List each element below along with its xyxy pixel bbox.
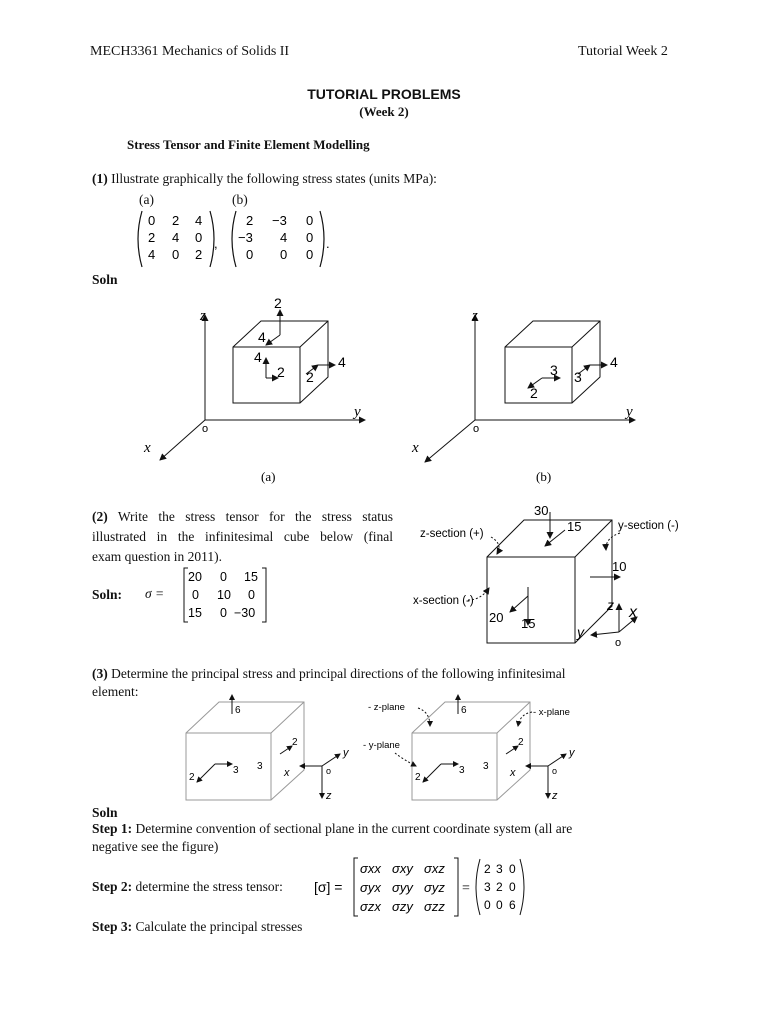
num-r2c0: 0 — [484, 898, 491, 912]
q2-val-10: 10 — [612, 559, 627, 574]
q2-axis-z: z — [607, 597, 614, 613]
ma-r2c2: 2 — [195, 247, 203, 262]
q1-question — [92, 171, 437, 187]
svg-text:,: , — [214, 236, 218, 251]
sym-r0c1: σxy — [392, 861, 413, 876]
topic-title: Stress Tensor and Finite Element Modelling — [127, 137, 370, 152]
q3-left-val-3: 3 — [233, 765, 239, 776]
q2-origin: o — [615, 637, 622, 649]
q3-figure — [180, 690, 600, 805]
axis-x-label: x — [412, 440, 419, 456]
axis-y-label: y — [354, 404, 361, 420]
fig-b-label-2: 3 — [550, 362, 558, 378]
mb-r0c0: 2 — [246, 213, 254, 228]
fig-b-label-3: 3 — [574, 369, 582, 385]
q2-axis-y: y — [577, 624, 584, 640]
q3-text-line2: element: — [92, 684, 139, 699]
q1-text: Illustrate graphically the following stress states (units MPa): — [111, 171, 437, 186]
q3-right-val-2b: 2 — [415, 772, 421, 783]
q2m-r0c0: 20 — [188, 570, 202, 584]
fig-a-label-6: 4 — [338, 354, 346, 370]
sym-r1c1: σyy — [392, 880, 413, 895]
q3-right-axis-z: z — [552, 790, 558, 802]
q3-text-line1: Determine the principal stress and principal directions of the following infinitesimal — [111, 666, 566, 681]
q1-soln-label: Soln — [92, 272, 118, 287]
q2m-r2c1: 0 — [220, 606, 227, 620]
step1-label: Step 1: — [92, 821, 133, 836]
num-r0c2: 0 — [509, 862, 516, 876]
q2-figure — [405, 500, 705, 650]
sym-r2c0: σzx — [360, 899, 381, 914]
q3-right-origin: o — [552, 766, 558, 776]
q3-left-origin: o — [326, 766, 332, 776]
q3-soln-label: Soln — [92, 805, 118, 820]
page-title: TUTORIAL PROBLEMS — [307, 86, 461, 102]
sym-r2c1: σzy — [392, 899, 413, 914]
mb-r0c1: −3 — [272, 213, 287, 228]
q2-val-30: 30 — [534, 503, 549, 518]
q3-left-val-2b: 2 — [189, 772, 195, 783]
step3-text: Calculate the principal stresses — [135, 919, 303, 934]
sym-r1c2: σyz — [424, 880, 445, 895]
q3-x-plane-label: - x-plane — [533, 707, 570, 718]
q3-right-val-6: 6 — [461, 705, 467, 716]
q3-tensor-equation — [312, 856, 534, 918]
num-r1c1: 2 — [496, 880, 503, 894]
q3-right-val-3b: 3 — [483, 761, 489, 772]
fig-a-label-5: 2 — [306, 369, 314, 385]
q2-text-line3: exam question in 2011). — [92, 549, 222, 564]
q3-question-line1 — [92, 666, 566, 682]
q2-number: (2) — [92, 509, 108, 524]
sigma-bracket-label: [σ] = — [314, 879, 343, 895]
axis-y-label: y — [626, 404, 633, 420]
q2m-r2c2: −30 — [234, 606, 256, 620]
fig-a-label-3: 4 — [254, 349, 262, 365]
step2-label: Step 2: — [92, 879, 133, 894]
mb-r2c0: 0 — [246, 247, 254, 262]
num-r1c0: 3 — [484, 880, 491, 894]
q3-left-val-3b: 3 — [257, 761, 263, 772]
week-header: Tutorial Week 2 — [578, 44, 668, 59]
q2-x-section: x-section (-) — [413, 595, 474, 607]
q3-z-plane-label: - z-plane — [368, 702, 405, 713]
q3-step3 — [92, 919, 302, 935]
q2-text-line2: illustrated in the infinitesimal cube below (final — [92, 529, 393, 544]
q2-question — [92, 507, 393, 567]
q3-left-axis-x: x — [284, 767, 290, 779]
q2m-r1c2: 0 — [248, 588, 255, 602]
q3-right-val-3: 3 — [459, 765, 465, 776]
q3-right-axis-x: x — [510, 767, 516, 779]
axis-z-label: z — [472, 308, 478, 324]
q2-axis-x: x — [629, 604, 637, 621]
page-subtitle: (Week 2) — [359, 104, 409, 119]
ma-r2c1: 0 — [172, 247, 180, 262]
q1-number: (1) — [92, 171, 108, 186]
q2m-r1c0: 0 — [192, 588, 199, 602]
q2-soln-label: Soln: — [92, 587, 123, 602]
mb-r1c2: 0 — [306, 230, 314, 245]
q1-label-b: (b) — [232, 192, 248, 207]
step1-line1: Determine convention of sectional plane in the current coordinate system (all are — [135, 821, 573, 836]
ma-r0c1: 2 — [172, 213, 180, 228]
fig-b-caption: (b) — [536, 469, 552, 484]
sym-r0c0: σxx — [360, 861, 381, 876]
q1-matrices — [132, 208, 342, 270]
q1-figure-a — [130, 290, 390, 490]
q1-label-a: (a) — [139, 192, 154, 207]
q3-left-axis-z: z — [326, 790, 332, 802]
sym-r2c2: σzz — [424, 899, 445, 914]
q3-left-val-6: 6 — [235, 705, 241, 716]
ma-r0c2: 4 — [195, 213, 203, 228]
q2-y-section: y-section (-) — [618, 520, 679, 532]
q2m-r0c2: 15 — [244, 570, 258, 584]
ma-r1c0: 2 — [148, 230, 156, 245]
origin-label: o — [202, 423, 209, 435]
q2-text-line1: Write the stress tensor for the stress status — [117, 509, 393, 524]
num-r1c2: 0 — [509, 880, 516, 894]
fig-a-label-4: 2 — [277, 364, 285, 380]
mb-r0c2: 0 — [306, 213, 314, 228]
q3-right-val-2: 2 — [518, 737, 524, 748]
q3-left-val-2: 2 — [292, 737, 298, 748]
q2m-r1c1: 10 — [217, 588, 231, 602]
num-r2c1: 0 — [496, 898, 503, 912]
sym-r1c0: σyx — [360, 880, 381, 895]
ma-r0c0: 0 — [148, 213, 156, 228]
mb-r2c2: 0 — [306, 247, 314, 262]
fig-a-label-1: 2 — [274, 295, 282, 311]
mb-r1c0: −3 — [238, 230, 253, 245]
fig-b-label-4: 2 — [530, 385, 538, 401]
fig-b-label-1: 4 — [610, 354, 618, 370]
fig-a-label-2: 4 — [258, 329, 266, 345]
ma-r2c0: 4 — [148, 247, 156, 262]
ma-r1c2: 0 — [195, 230, 203, 245]
num-r0c0: 2 — [484, 862, 491, 876]
q3-step1 — [92, 821, 572, 837]
q2-val-20: 20 — [489, 610, 504, 625]
q3-step2 — [92, 879, 283, 895]
mb-r1c1: 4 — [280, 230, 288, 245]
q3-left-axis-y: y — [343, 747, 349, 759]
num-r0c1: 3 — [496, 862, 503, 876]
q2-val-15-front: 15 — [521, 616, 536, 631]
q3-number: (3) — [92, 666, 108, 681]
ma-r1c1: 4 — [172, 230, 180, 245]
q3-cube-right — [363, 695, 576, 802]
q3-cube-left — [186, 695, 350, 802]
svg-text:.: . — [326, 236, 330, 251]
q2-sigma: σ = — [145, 586, 165, 601]
step3-label: Step 3: — [92, 919, 133, 934]
sym-r0c2: σxz — [424, 861, 445, 876]
q2-matrix — [182, 566, 272, 624]
axis-x-label: x — [144, 440, 151, 456]
svg-text:=: = — [462, 881, 470, 896]
q3-right-axis-y: y — [569, 747, 575, 759]
step1-line2: negative see the figure) — [92, 839, 219, 854]
q2-val-15-top: 15 — [567, 519, 582, 534]
axis-z-label: z — [200, 308, 206, 324]
fig-a-caption: (a) — [261, 469, 276, 484]
origin-label: o — [473, 423, 480, 435]
step2-text: determine the stress tensor: — [135, 879, 283, 894]
q2-z-section: z-section (+) — [420, 528, 484, 540]
q1-figure-b — [400, 290, 660, 490]
q3-y-plane-label: - y-plane — [363, 740, 400, 751]
mb-r2c1: 0 — [280, 247, 288, 262]
num-r2c2: 6 — [509, 898, 516, 912]
q2m-r0c1: 0 — [220, 570, 227, 584]
course-header: MECH3361 Mechanics of Solids II — [90, 44, 290, 59]
q2m-r2c0: 15 — [188, 606, 202, 620]
